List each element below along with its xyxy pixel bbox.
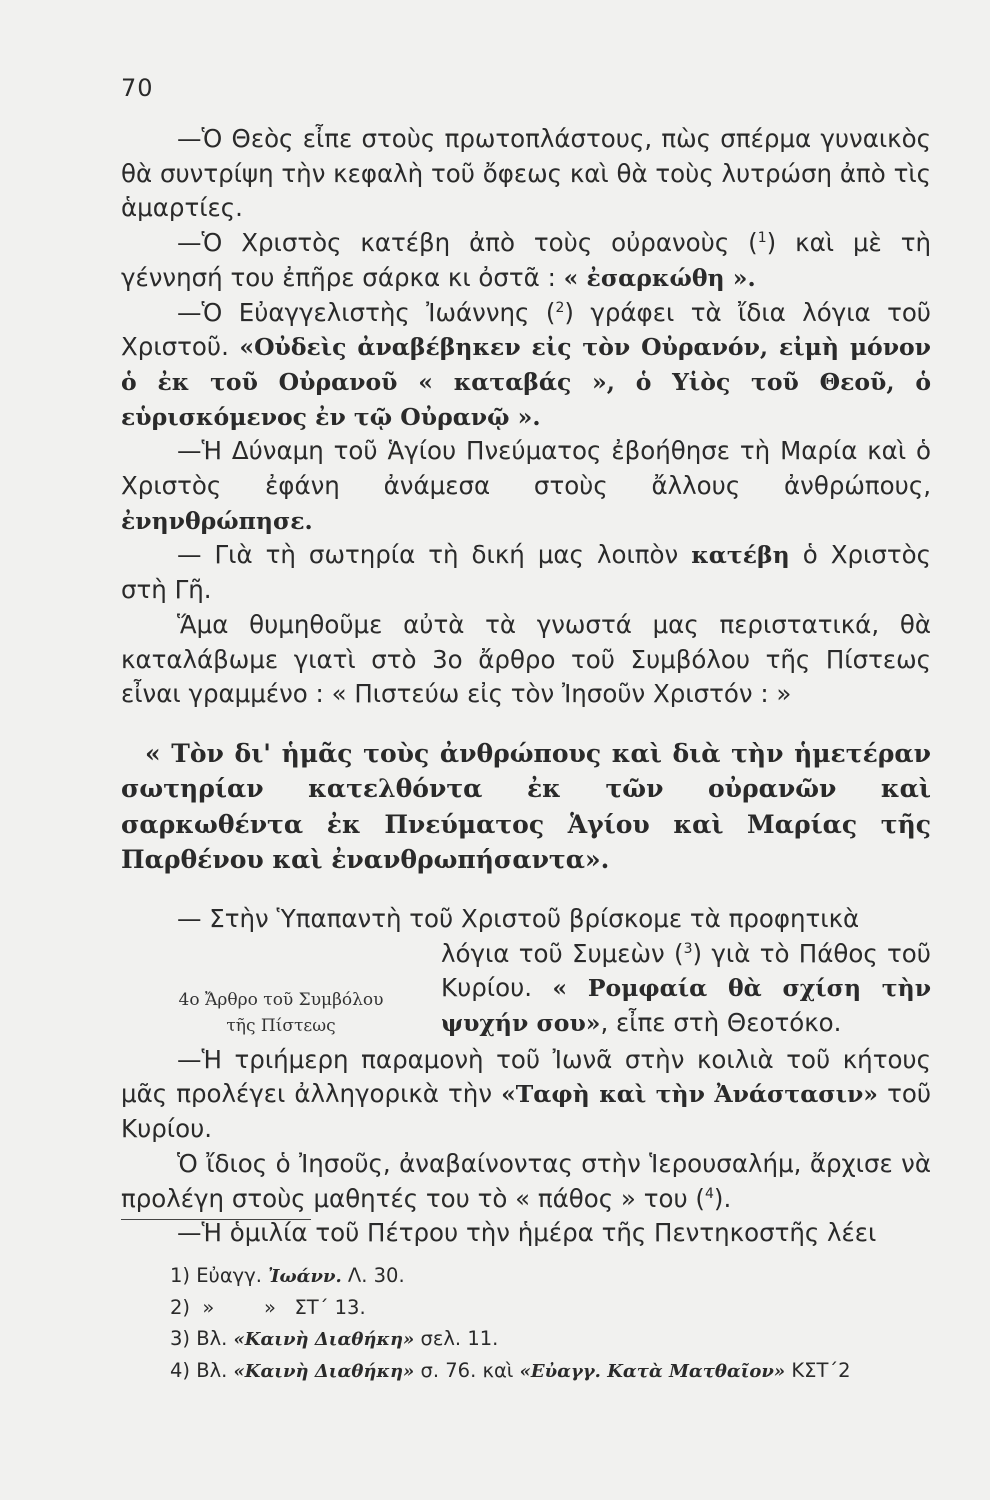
footnote-number: 3) — [170, 1327, 191, 1350]
footnote-number: 1) — [170, 1264, 191, 1287]
bold-quote: « Ρομφαία θὰ σχίση τὴν ψυχήν σου» — [441, 974, 931, 1038]
footnote-text: Βλ. — [196, 1327, 234, 1350]
paragraph-text: ). — [713, 1183, 732, 1213]
footnote-text: Βλ. — [196, 1359, 234, 1382]
main-text — [121, 122, 931, 1251]
paragraph-text: —Ὁ Θεὸς εἶπε στοὺς πρωτοπλάστους, πὼς σπέρμα γυναικὸς θὰ συντρίψη τὴν κεφαλὴ τοῦ ὄφεως καὶ θὰ τοὺς λυτρώση ἀπὸ τὶς ἁμαρτίες. — [121, 124, 931, 223]
side-note — [121, 987, 441, 1039]
footnote-ref: 2 — [555, 299, 565, 316]
footnote-text: ΚΣΤ΄2 — [785, 1359, 851, 1382]
footnote-text: σελ. 11. — [414, 1327, 499, 1350]
paragraph — [121, 1216, 931, 1251]
footnote-text: Λ. 30. — [341, 1264, 405, 1287]
creed-quote: « Τὸν δι' ἡμᾶς τοὺς ἀνθρώπους καὶ διὰ τὴν ἡμετέραν σωτηρίαν κατελθόντα ἐκ τῶν οὐρανῶν καὶ σαρκωθέντα ἐκ Πνεύματος Ἁγίου καὶ Μαρίας τῆς Παρθένου καὶ ἐνανθρωπήσαντα». — [121, 738, 931, 875]
paragraph-text: —Ὁ Χριστὸς κατέβη ἀπὸ τοὺς οὐρανοὺς ( — [177, 228, 758, 258]
side-note-line: τῆς Πίστεως — [226, 1015, 336, 1036]
footnote-ref: 1 — [757, 229, 767, 246]
paragraph — [121, 608, 931, 712]
bold-quote: «Ταφὴ καὶ τὴν Ἀνάστασιν» — [501, 1080, 878, 1109]
footnote-italic: «Εὐαγγ. Κατὰ Ματθαῖον» — [519, 1361, 786, 1382]
paragraph-text: ) γράφει τὰ ἴδια λόγια τοῦ Χριστοῦ. — [121, 297, 931, 362]
paragraph-text: — Γιὰ τὴ σωτηρία τὴ δική μας λοιπὸν — [177, 540, 692, 570]
bold-quote: κατέβη — [691, 541, 790, 570]
bold-quote: «Οὐδεὶς ἀναβέβηκεν εἰς τὸν Οὐρανόν, εἰμὴ μόνον ὁ ἐκ τοῦ Οὐρανοῦ « καταβάς », ὁ Υἱὸς τοῦ Θεοῦ, ὁ εὑρισκόμενος ἐν τῷ Οὐρανῷ ». — [121, 333, 931, 431]
footnote-text: » » ΣΤ΄ 13. — [202, 1296, 366, 1319]
paragraph — [121, 226, 931, 295]
footnote — [170, 1355, 940, 1387]
paragraph — [121, 902, 931, 937]
footnote-italic: Ἰωάνν. — [268, 1266, 342, 1287]
paragraph-text: —Ἡ Δύναμη τοῦ Ἁγίου Πνεύματος ἐβοήθησε τὴ Μαρία καὶ ὁ Χριστὸς ἐφάνη ἀνάμεσα στοὺς ἄλλους ἀνθρώπους, — [121, 436, 931, 501]
paragraph-text: ) γιὰ τὸ Πάθος τοῦ Κυρίου. — [441, 938, 931, 1003]
footnote-text: σ. 76. καὶ — [414, 1359, 520, 1382]
footnote-divider — [121, 1219, 311, 1220]
paragraph — [121, 1043, 931, 1147]
footnote-number: 4) — [170, 1359, 191, 1382]
footnote-italic: «Καινὴ Διαθήκη» — [233, 1329, 415, 1350]
paragraph-text: Ὁ ἴδιος ὁ Ἰησοῦς, ἀναβαίνοντας στὴν Ἱερουσαλήμ, ἄρχισε νὰ προλέγη στοὺς μαθητές του τὸ « πάθος » του ( — [121, 1148, 931, 1213]
side-note-line: 4ο Ἄρθρο τοῦ Συμβόλου — [178, 989, 384, 1010]
paragraph-text: —Ὁ Εὐαγγελιστὴς Ἰωάννης ( — [177, 297, 556, 327]
paragraph — [121, 1147, 931, 1216]
side-note-block — [121, 937, 931, 1041]
paragraph-text: τοῦ Κυρίου. — [121, 1079, 931, 1144]
footnote-italic: «Καινὴ Διαθήκη» — [233, 1361, 415, 1382]
bold-quote: ἐνηνθρώπησε. — [121, 506, 313, 535]
paragraph-text: Ἅμα θυμηθοῦμε αὐτὰ τὰ γνωστά μας περιστατικά, θὰ καταλάβωμε γιατὶ στὸ 3ο ἄρθρο τοῦ Συμβόλου τῆς Πίστεως εἶναι γραμμένο : « Πιστεύω εἰς τὸν Ἰησοῦν Χριστόν : » — [121, 609, 931, 709]
paragraph-text: —Ἡ ὁμιλία τοῦ Πέτρου τὴν ἡμέρα τῆς Πεντηκοστῆς λέει — [177, 1218, 877, 1248]
paragraph-text: , εἶπε στὴ Θεοτόκο. — [600, 1008, 842, 1038]
footnote-number: 2) — [170, 1296, 191, 1319]
footnote — [170, 1260, 940, 1292]
footnote — [170, 1292, 940, 1323]
footnote-ref: 4 — [704, 1185, 714, 1202]
paragraph-text: ) καὶ μὲ τὴ γέννησή του ἐπῆρε σάρκα κι ὀστᾶ : — [121, 228, 931, 292]
page-number: 70 — [121, 74, 154, 102]
paragraph — [121, 434, 931, 538]
paragraph-text: ὁ Χριστὸς στὴ Γῆ. — [121, 540, 931, 605]
footnote-ref: 3 — [683, 940, 693, 957]
paragraph — [121, 296, 931, 435]
bold-quote: « ἐσαρκώθη ». — [563, 263, 756, 292]
paragraph-text: λόγια τοῦ Συμεὼν ( — [441, 938, 684, 968]
footnotes — [170, 1260, 940, 1387]
paragraph-text: — Στὴν Ὑπαπαντὴ τοῦ Χριστοῦ βρίσκομε τὰ προφητικὰ — [177, 903, 860, 933]
paragraph — [121, 122, 931, 226]
footnote — [170, 1323, 940, 1355]
paragraph-text: —Ἡ τριήμερη παραμονὴ τοῦ Ἰωνᾶ στὴν κοιλιὰ τοῦ κήτους μᾶς προλέγει ἀλληγορικὰ τὴν — [121, 1044, 931, 1109]
footnote-text: Εὐαγγ. — [196, 1264, 269, 1287]
paragraph — [121, 538, 931, 607]
